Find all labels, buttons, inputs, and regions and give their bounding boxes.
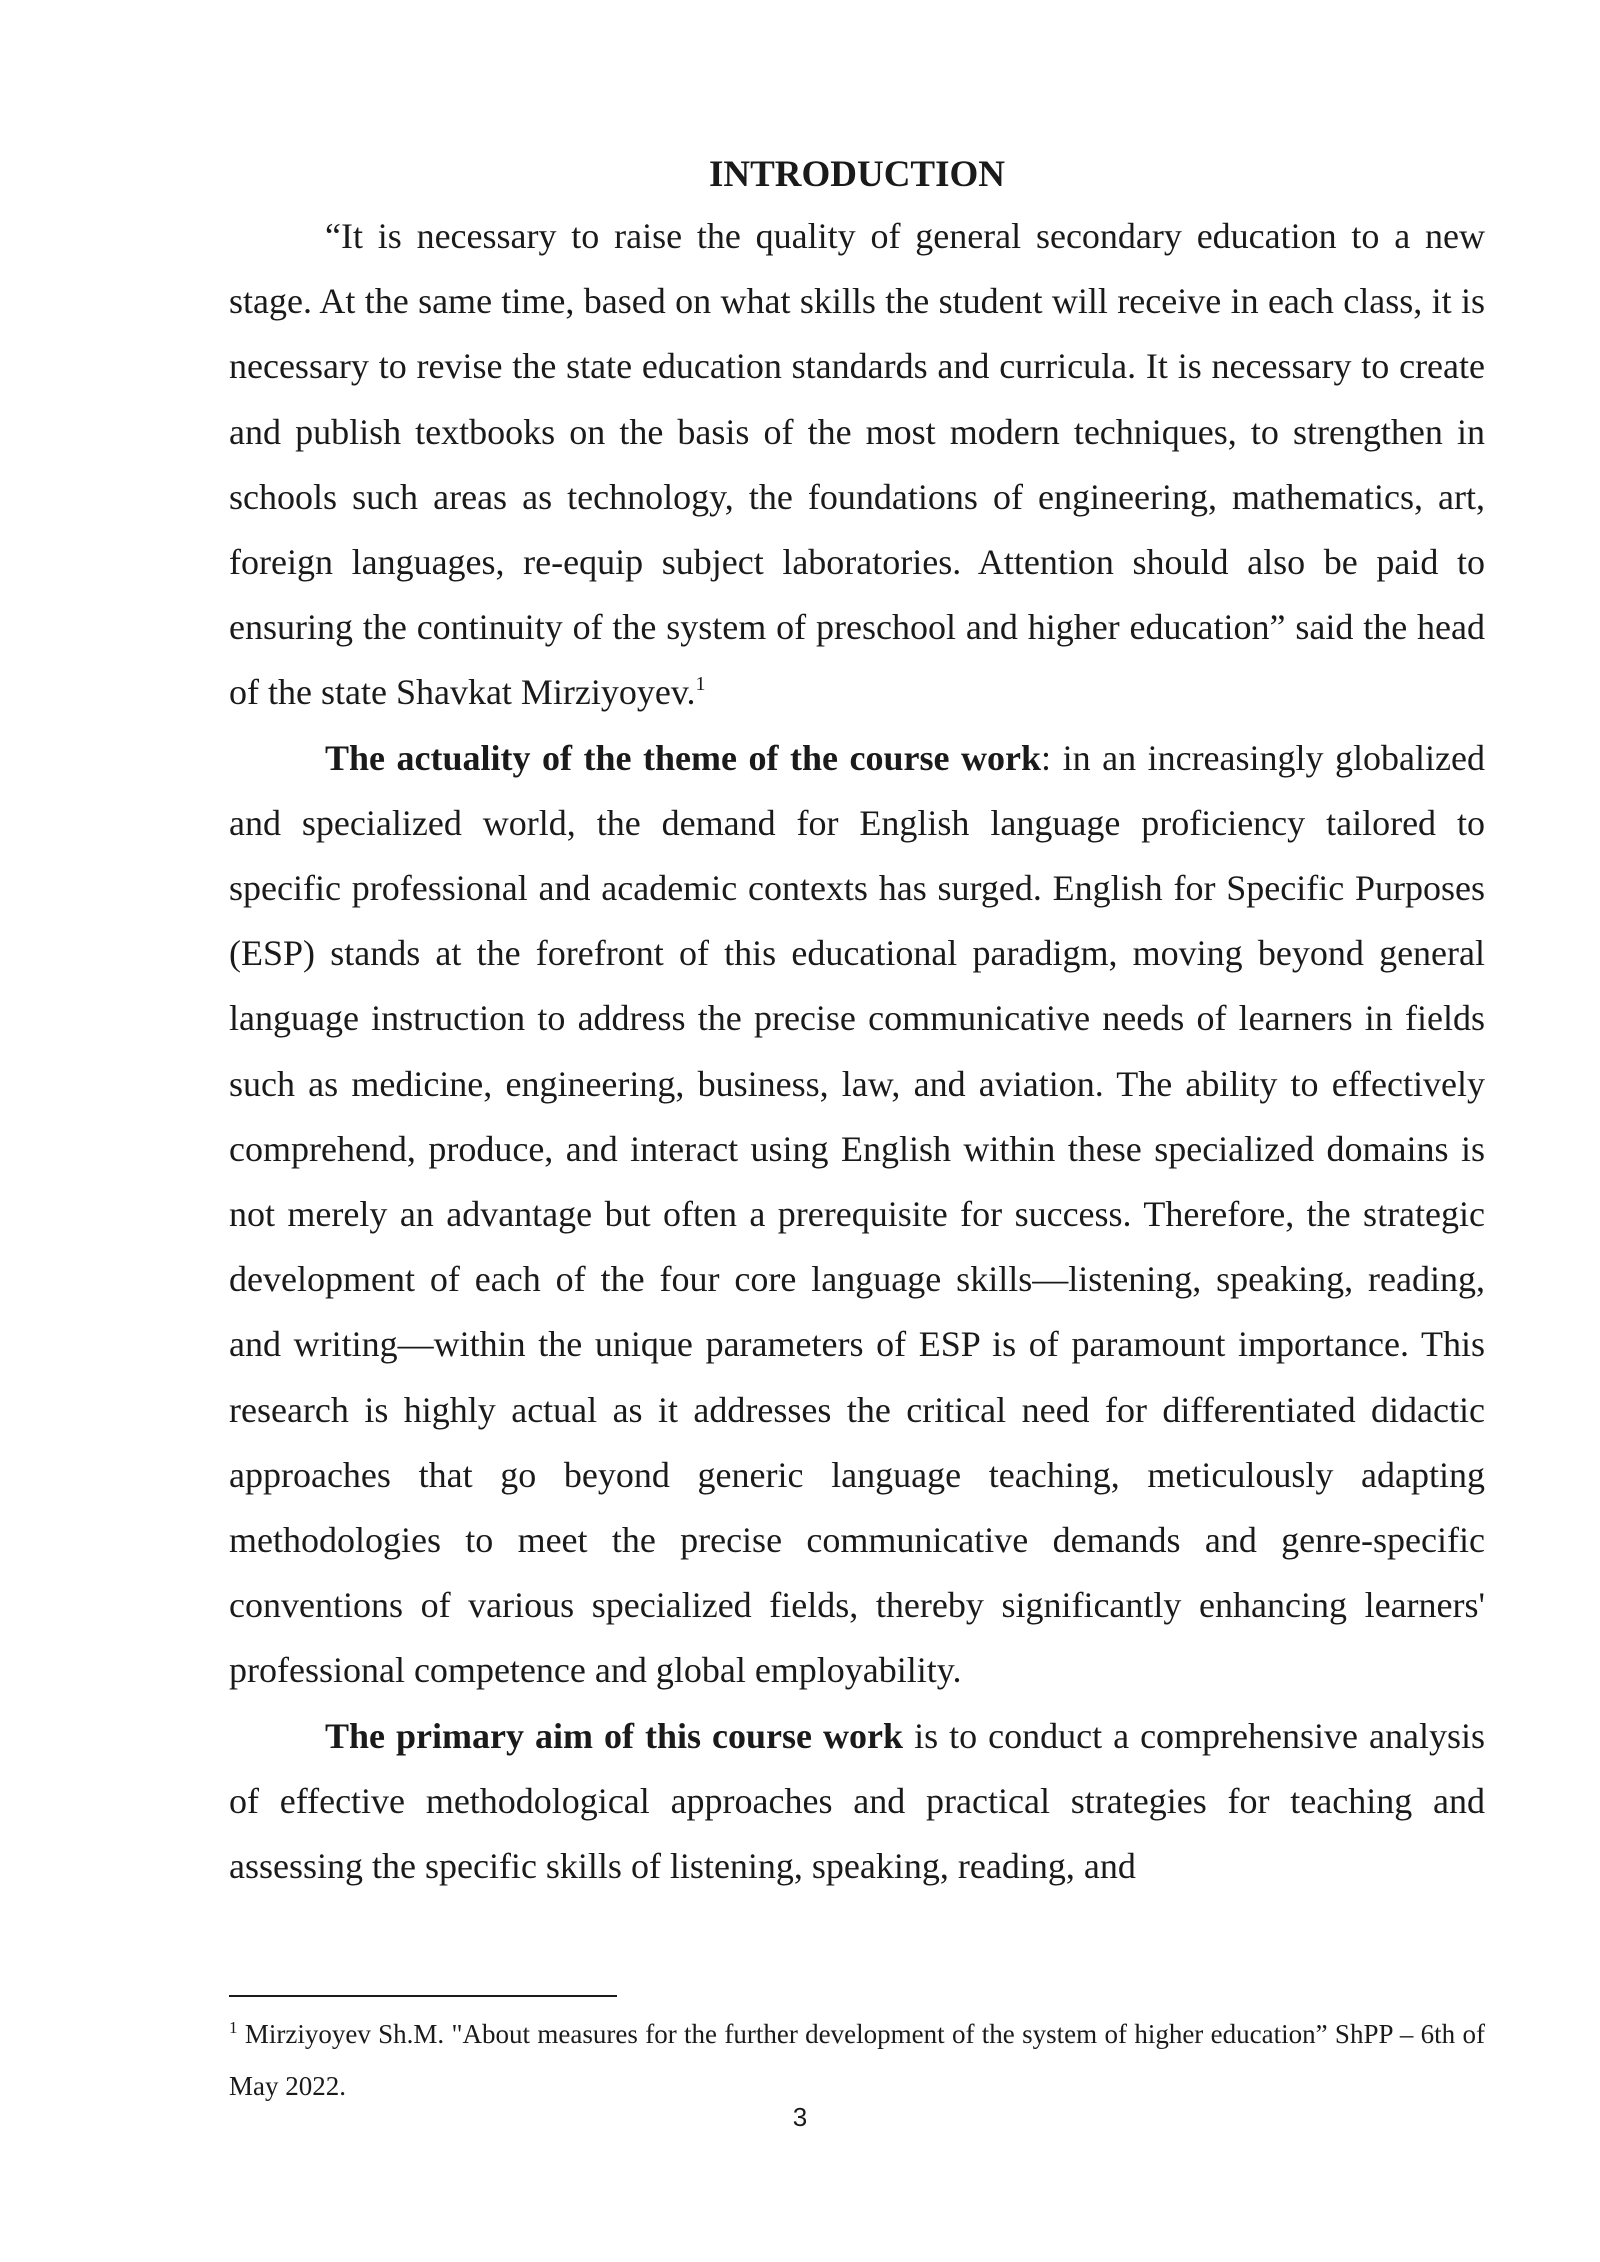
footnote-text: Mirziyoyev Sh.M. "About measures for the further development of the system of higher education” ShPP – 6th of May 2022. [229,2019,1485,2101]
paragraph-actuality [229,726,1485,1704]
page-number: 3 [792,2102,808,2132]
paragraph-aim [229,1704,1485,1900]
page-body [229,146,1485,1899]
aim-label: The primary aim of this course work [325,1715,904,1756]
section-heading: INTRODUCTION [708,154,1006,195]
actuality-label: The actuality of the theme of the course work [325,737,1042,778]
actuality-text: : in an increasingly globalized and specialized world, the demand for English language proficiency tailored to specific professional and academic contexts has surged. English for Specific Purposes (ESP) stands at the forefront of this educational paradigm, moving beyond general language instruction to address the precise communicative needs of learners in fields such as medicine, engineering, business, law, and aviation. The ability to effectively comprehend, produce, and interact using English within these specialized domains is not merely an advantage but often a prerequisite for success. Therefore, the strategic development of each of the four core language skills—listening, speaking, reading, and writing—within the unique parameters of ESP is of paramount importance. This research is highly actual as it addresses the critical need for differentiated didactic approaches that go beyond generic language teaching, meticulously adapting methodologies to meet the precise communicative demands and genre-specific conventions of various specialized fields, thereby significantly enhancing learners' professional competence and global employability. [229,737,1485,1691]
paragraph-quote-text: “It is necessary to raise the quality of general secondary education to a new stage. At the same time, based on what skills the student will receive in each class, it is necessary to revise the state education standards and curricula. It is necessary to create and publish textbooks on the basis of the most modern techniques, to strengthen in schools such areas as technology, the foundations of engineering, mathematics, art, foreign languages, re-equip subject laboratories. Attention should also be paid to ensuring the continuity of the system of preschool and higher education” said the head of the state Shavkat Mirziyoyev. [229,216,1485,713]
footnote-separator [229,1995,617,1997]
footnote-reference[interactable]: 1 [695,673,706,696]
footnote-number: 1 [229,2018,238,2037]
footnote [229,2008,1485,2112]
paragraph-quote [229,204,1485,726]
aim-text: is to conduct a comprehensive analysis of effective methodological approaches and practical strategies for teaching and assessing the specific skills of listening, speaking, reading, and [229,1715,1485,1887]
